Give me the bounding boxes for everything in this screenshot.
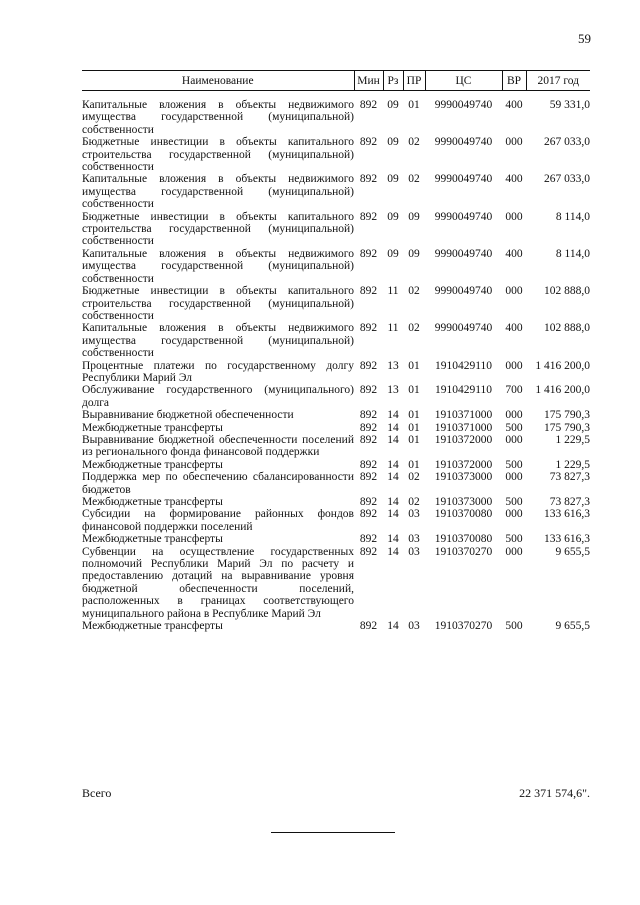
row-pr: 02 [408,322,420,335]
row-pr: 02 [408,173,420,186]
row-vr: 000 [505,285,523,298]
row-cs: 1910429110 [434,384,493,397]
row-pr: 01 [408,359,420,372]
row-cs: 1910370270 [434,620,493,633]
table-row [82,533,590,545]
row-vr: 400 [505,322,523,335]
row-amount: 267 033,0 [544,136,590,149]
row-cs: 9990049740 [434,210,493,223]
row-min: 892 [359,247,378,260]
row-vr: 500 [505,421,523,434]
row-pr: 03 [408,508,420,521]
row-cs: 9990049740 [434,322,493,335]
row-amount: 1 416 200,0 [535,359,590,372]
row-pr: 02 [408,285,420,298]
row-pr: 01 [408,458,420,471]
row-cs: 1910370270 [434,545,493,558]
row-amount: 9 655,5 [555,545,590,558]
row-vr: 400 [505,173,523,186]
row-cs: 1910429110 [434,359,493,372]
row-cs: 1910371000 [434,421,493,434]
row-vr: 000 [505,136,523,149]
row-rz: 14 [387,496,399,508]
row-min: 892 [359,471,378,484]
row-min: 892 [359,210,378,223]
row-min: 892 [359,285,378,298]
row-rz: 14 [387,471,399,484]
row-amount: 133 616,3 [544,508,590,521]
row-cs: 9990049740 [434,247,493,260]
row-amount: 102 888,0 [544,322,590,335]
row-name: Выравнивание бюджетной обеспеченности поселений из регионального фонда финансовой поддержки [82,433,354,459]
row-pr: 01 [408,384,420,397]
row-vr: 000 [505,359,523,372]
table-row [82,620,590,632]
row-amount: 267 033,0 [544,173,590,186]
row-vr: 500 [505,458,523,471]
row-min: 892 [359,99,378,111]
row-min: 892 [359,421,378,434]
row-rz: 14 [387,409,399,422]
row-vr: 000 [505,471,523,484]
row-min: 892 [359,458,378,471]
row-name: Межбюджетные трансферты [82,458,223,471]
row-name: Субвенции на осуществление государственных полномочий Республики Марий Эл по расчету и предоставлению дотаций на выравнивание уровня бюджетной обеспеченности поселений, расположенных в границах соответствующего муниципального района в Республике Марий Эл [82,545,354,620]
header-pr: ПР [403,71,425,91]
row-rz: 14 [387,433,399,446]
row-rz: 13 [387,384,399,397]
row-rz: 09 [387,136,399,149]
row-min: 892 [359,545,378,558]
row-vr: 000 [505,433,523,446]
row-amount: 102 888,0 [544,285,590,298]
row-vr: 500 [505,496,523,508]
table-row [82,471,590,496]
total-value: 22 371 574,6". [519,786,590,800]
row-min: 892 [359,322,378,335]
row-rz: 09 [387,173,399,186]
row-name: Межбюджетные трансферты [82,533,223,546]
row-pr: 01 [408,409,420,422]
row-pr: 03 [408,620,420,633]
row-pr: 02 [408,471,420,484]
row-name: Капитальные вложения в объекты недвижимого имущества государственной (муниципальной) собственности [82,99,354,136]
table-row [82,285,590,322]
row-name: Субсидии на формирование районных фондов финансовой поддержки поселений [82,508,354,533]
row-name: Процентные платежи по государственному долгу Республики Марий Эл [82,359,354,384]
row-name: Капитальные вложения в объекты недвижимого имущества государственной (муниципальной) собственности [82,173,354,211]
row-rz: 14 [387,545,399,558]
header-vr: ВР [502,71,526,91]
row-amount: 1 416 200,0 [535,384,590,397]
row-min: 892 [359,173,378,186]
row-amount: 9 655,5 [555,620,590,633]
row-cs: 1910373000 [434,496,493,508]
row-min: 892 [359,496,378,508]
row-cs: 1910373000 [434,471,493,484]
row-min: 892 [359,384,378,397]
row-vr: 000 [505,409,523,422]
row-name: Выравнивание бюджетной обеспеченности [82,409,294,422]
row-rz: 13 [387,359,399,372]
row-name: Бюджетные инвестиции в объекты капитального строительства государственной (муниципальной) собственности [82,136,354,174]
row-cs: 1910372000 [434,433,493,446]
row-rz: 09 [387,210,399,223]
header-row [82,71,590,91]
row-name: Межбюджетные трансферты [82,620,223,633]
row-cs: 9990049740 [434,285,493,298]
row-pr: 02 [408,136,420,149]
row-pr: 01 [408,99,420,111]
row-name: Обслуживание государственного (муниципального) долга [82,384,354,409]
row-rz: 09 [387,99,399,111]
row-vr: 400 [505,99,523,111]
row-amount: 73 827,3 [549,496,590,508]
row-rz: 14 [387,533,399,546]
row-amount: 73 827,3 [549,471,590,484]
table-row [82,459,590,471]
total-label: Всего [82,786,112,800]
header-cs: ЦС [425,71,502,91]
table-row [82,434,590,459]
row-cs: 9990049740 [434,173,493,186]
row-cs: 1910372000 [434,458,493,471]
row-amount: 1 229,5 [555,433,590,446]
row-pr: 09 [408,247,420,260]
row-amount: 133 616,3 [544,533,590,546]
row-amount: 175 790,3 [544,409,590,422]
bottom-rule [271,832,395,833]
row-vr: 000 [505,508,523,521]
row-rz: 14 [387,458,399,471]
row-min: 892 [359,433,378,446]
row-cs: 1910371000 [434,409,493,422]
row-rz: 14 [387,508,399,521]
row-vr: 400 [505,247,523,260]
header-year: 2017 год [526,71,590,91]
row-min: 892 [359,409,378,422]
row-name: Капитальные вложения в объекты недвижимого имущества государственной (муниципальной) собственности [82,322,354,360]
table-row [82,508,590,533]
row-pr: 03 [408,533,420,546]
row-min: 892 [359,533,378,546]
header-name: Наименование [82,71,354,91]
row-name: Межбюджетные трансферты [82,496,223,508]
row-pr: 01 [408,421,420,434]
header-min: Мин [354,71,383,91]
row-amount: 1 229,5 [555,458,590,471]
page-number: 59 [578,31,591,46]
row-cs: 9990049740 [434,136,493,149]
table-row [82,360,590,385]
row-min: 892 [359,620,378,633]
row-vr: 000 [505,210,523,223]
row-cs: 1910370080 [434,533,493,546]
row-name: Капитальные вложения в объекты недвижимого имущества государственной (муниципальной) собственности [82,247,354,285]
row-name: Поддержка мер по обеспечению сбалансированности бюджетов [82,471,354,496]
table-row [82,322,590,359]
row-min: 892 [359,508,378,521]
row-name: Межбюджетные трансферты [82,421,223,434]
row-amount: 59 331,0 [549,99,590,111]
row-rz: 11 [387,285,399,298]
table-row [82,136,590,173]
row-rz: 09 [387,247,399,260]
table-row [82,546,590,620]
table-row [82,496,590,508]
table-row [82,91,590,137]
row-amount: 8 114,0 [555,247,590,260]
row-name: Бюджетные инвестиции в объекты капитального строительства государственной (муниципальной) собственности [82,210,354,248]
table-row [82,173,590,210]
row-cs: 9990049740 [434,99,493,111]
row-vr: 000 [505,545,523,558]
table-row [82,384,590,409]
row-pr: 09 [408,210,420,223]
table-row [82,422,590,434]
row-amount: 175 790,3 [544,421,590,434]
row-rz: 11 [387,322,399,335]
row-min: 892 [359,136,378,149]
table-row [82,409,590,421]
row-vr: 700 [505,384,523,397]
budget-table [82,70,590,632]
row-cs: 1910370080 [434,508,493,521]
row-pr: 01 [408,433,420,446]
row-amount: 8 114,0 [555,210,590,223]
row-name: Бюджетные инвестиции в объекты капитального строительства государственной (муниципальной) собственности [82,285,354,322]
row-rz: 14 [387,421,399,434]
row-vr: 500 [505,533,523,546]
row-min: 892 [359,359,378,372]
table-row [82,248,590,285]
row-vr: 500 [505,620,523,633]
header-rz: Рз [383,71,403,91]
row-pr: 03 [408,545,420,558]
row-pr: 02 [408,496,420,508]
row-rz: 14 [387,620,399,633]
table-row [82,211,590,248]
